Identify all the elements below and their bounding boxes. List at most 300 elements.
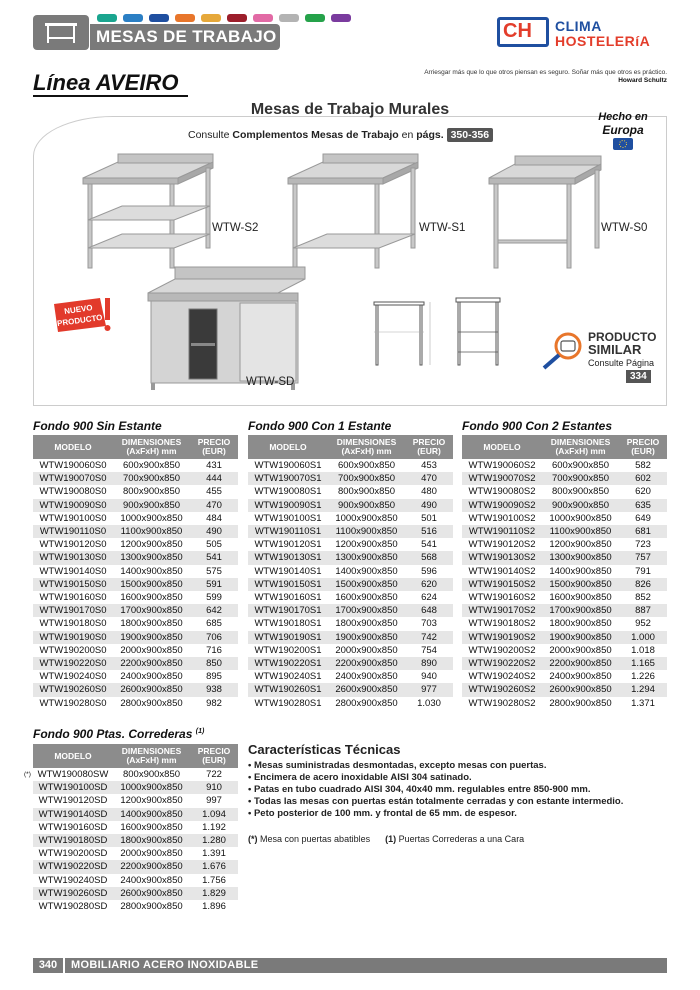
- cell-model: WTW190170S0: [33, 604, 113, 617]
- table-wtw-sd-image: [145, 263, 310, 393]
- cell-model: WTW190140S2: [468, 565, 536, 577]
- cell-model: WTW190130S0: [33, 551, 113, 564]
- table-row: [33, 900, 238, 913]
- cell-dimensions: 2600x900x850: [113, 887, 190, 900]
- cell-dimensions: 2000x900x850: [335, 644, 398, 656]
- cell-price: 938: [190, 683, 238, 696]
- table-row: [33, 768, 238, 781]
- cell-model: WTW190110S2: [462, 525, 542, 538]
- table-row: [462, 485, 667, 498]
- cell-dimensions: 1000x900x850: [335, 512, 398, 524]
- cell-model: WTW190080S2: [468, 486, 536, 498]
- cell-model: WTW190060S2: [468, 460, 536, 471]
- cell-dimensions: 2200x900x850: [113, 657, 190, 670]
- cell-dimensions: 1400x900x850: [549, 565, 612, 577]
- consulte-pages-badge: 350-356: [447, 128, 494, 142]
- table-row: [248, 604, 453, 617]
- cell-price: 516: [405, 525, 453, 538]
- cell-dimensions: 1500x900x850: [113, 578, 190, 591]
- cell-dimensions: 2200x900x850: [328, 657, 405, 670]
- cell-price: 470: [190, 499, 238, 512]
- hecho-line1: Hecho en: [598, 111, 648, 123]
- cell-dimensions: 2000x900x850: [120, 848, 183, 860]
- cell-price: 599: [206, 592, 222, 604]
- cell-price: 1.280: [190, 834, 238, 847]
- producto-similar-badge: [540, 330, 670, 390]
- table-row: [462, 644, 667, 657]
- cell-price: 852: [635, 592, 651, 604]
- table-1-estante: [248, 435, 453, 710]
- cell-model: WTW190070S0: [33, 472, 113, 485]
- table-row: [33, 472, 238, 485]
- footnotes: [248, 834, 524, 844]
- table-row: [33, 631, 238, 644]
- cell-dimensions: 1100x900x850: [328, 525, 405, 538]
- table-row: [248, 617, 453, 630]
- cell-model: WTW190110S0: [33, 525, 113, 538]
- cell-model: WTW190240SD: [38, 874, 108, 886]
- cell-dimensions: 600x900x850: [122, 460, 181, 471]
- table-row: [248, 683, 453, 696]
- col-modelo: MODELO: [33, 744, 113, 768]
- cell-dimensions: 800x900x850: [122, 486, 181, 498]
- cell-price: 620: [635, 486, 651, 498]
- cell-model: WTW190060S1: [254, 460, 322, 471]
- category-swatch: [227, 14, 247, 22]
- cell-dimensions: 1200x900x850: [120, 539, 183, 551]
- cell-price: 541: [421, 539, 437, 551]
- cell-price: 1.192: [202, 821, 226, 833]
- cell-model: WTW190080S0: [39, 486, 107, 498]
- table-row: [33, 485, 238, 498]
- cell-model: WTW190200S2: [468, 644, 536, 656]
- table-row: [462, 670, 667, 683]
- cell-dimensions: 1500x900x850: [542, 578, 619, 591]
- cell-price: 1.226: [631, 671, 655, 683]
- note1-text: Mesa con puertas abatibles: [260, 834, 371, 844]
- table-row: [33, 794, 238, 807]
- cell-model: WTW190060S0: [39, 460, 107, 471]
- cell-price: 431: [206, 460, 222, 471]
- cell-dimensions: 900x900x850: [328, 499, 405, 512]
- quote: Arriesgar más que lo que otros piensan es seguro. Soñar más que otros es práctico.: [424, 69, 667, 76]
- cell-dimensions: 2800x900x850: [549, 697, 612, 709]
- cell-model: WTW190180SD: [33, 834, 113, 847]
- table-row: [248, 697, 453, 710]
- note2-text: Puertas Correderas a una Cara: [398, 834, 525, 844]
- cell-dimensions: 800x900x850: [122, 769, 181, 780]
- table-row: [462, 538, 667, 551]
- table-row: [33, 821, 238, 834]
- cell-model: WTW190190S1: [248, 631, 328, 644]
- logo-text-clima: CLIMA: [555, 18, 602, 34]
- category-swatch: [201, 14, 221, 22]
- category-swatches: [97, 14, 351, 22]
- cell-price: 791: [635, 565, 651, 577]
- cell-model: WTW190190S2: [462, 631, 542, 644]
- cell-dimensions: 2400x900x850: [335, 671, 398, 683]
- cell-dimensions: 1400x900x850: [120, 565, 183, 577]
- table-row: [462, 697, 667, 710]
- cell-model: WTW190140SD: [33, 808, 113, 821]
- cell-price: 685: [206, 618, 222, 630]
- cell-model: WTW190100S2: [468, 512, 536, 524]
- logo-text-hosteleria: HOSTELERíA: [555, 33, 651, 49]
- cell-model: WTW190130S1: [248, 551, 328, 564]
- consulte-bold: Complementos Mesas de Trabajo: [232, 129, 399, 141]
- cell-model: WTW190110S1: [248, 525, 328, 538]
- cell-price: 1.371: [631, 697, 655, 709]
- category-swatch: [175, 14, 195, 22]
- cell-price: 1.000: [619, 631, 667, 644]
- table-row: [33, 860, 238, 873]
- cell-model: WTW190220S1: [248, 657, 328, 670]
- cell-price: 1.896: [202, 901, 226, 913]
- cell-price: 982: [206, 697, 222, 709]
- col-precio: PRECIO (EUR): [190, 744, 238, 768]
- cell-price: 582: [635, 460, 651, 471]
- col-precio: PRECIO (EUR): [190, 435, 238, 459]
- cell-dimensions: 600x900x850: [551, 460, 610, 471]
- cell-dimensions: 1900x900x850: [542, 631, 619, 644]
- cell-model: WTW190260S1: [248, 683, 328, 696]
- table-sin-estante-title: Fondo 900 Sin Estante: [33, 419, 162, 433]
- cell-price: 591: [190, 578, 238, 591]
- technical-drawing-side: [450, 292, 520, 372]
- cell-model: WTW190280S0: [39, 697, 107, 709]
- cell-price: 1.756: [202, 874, 226, 886]
- cell-price: 757: [619, 551, 667, 564]
- table-row: [33, 697, 238, 710]
- table-row: [248, 499, 453, 512]
- cell-price: 470: [405, 472, 453, 485]
- cell-model: WTW190120S2: [468, 539, 536, 551]
- cell-price: 635: [619, 499, 667, 512]
- table-row: [33, 551, 238, 564]
- cell-price: 505: [206, 539, 222, 551]
- cell-dimensions: 1300x900x850: [113, 551, 190, 564]
- cell-model: WTW190120SD: [38, 795, 108, 807]
- category-swatch: [331, 14, 351, 22]
- cell-model: WTW190180S2: [468, 618, 536, 630]
- cell-dimensions: 1000x900x850: [549, 512, 612, 524]
- feature-item: • Encimera de acero inoxidable AISI 304 satinado.: [248, 772, 472, 783]
- cell-dimensions: 700x900x850: [542, 472, 619, 485]
- cell-model: WTW190120S0: [39, 539, 107, 551]
- cell-price: 742: [405, 631, 453, 644]
- cell-dimensions: 1700x900x850: [328, 604, 405, 617]
- consulte-pags-label: págs.: [416, 129, 444, 141]
- table-row: [248, 631, 453, 644]
- note2-mark: (1): [385, 834, 397, 844]
- table-row: [33, 644, 238, 657]
- table-row: [33, 459, 238, 472]
- table-row: [462, 631, 667, 644]
- category-swatch: [253, 14, 273, 22]
- cell-price: 444: [190, 472, 238, 485]
- cell-price: 602: [619, 472, 667, 485]
- table-row: [33, 834, 238, 847]
- table-row: [33, 538, 238, 551]
- table-row: [248, 591, 453, 604]
- category-swatch: [279, 14, 299, 22]
- cell-price: 455: [206, 486, 222, 498]
- table-row: [33, 657, 238, 670]
- cell-model: WTW190260SD: [33, 887, 113, 900]
- similar-line1: PRODUCTO: [588, 330, 657, 344]
- table-row: [462, 657, 667, 670]
- cell-model: WTW190090S1: [248, 499, 328, 512]
- cell-dimensions: 1100x900x850: [113, 525, 190, 538]
- category-table-icon: [33, 15, 89, 50]
- table-row: [33, 512, 238, 525]
- nuevo-line1: NUEVO: [63, 303, 94, 316]
- cell-dimensions: 1800x900x850: [335, 618, 398, 630]
- cell-price: 490: [405, 499, 453, 512]
- table-row: [462, 591, 667, 604]
- magnifier-icon: [540, 330, 586, 370]
- category-swatch: [123, 14, 143, 22]
- table-row: [462, 459, 667, 472]
- feature-item: • Mesas suministradas desmontadas, excepto mesas con puertas.: [248, 760, 547, 771]
- cell-price: 1.094: [190, 808, 238, 821]
- cell-model: WTW190140S1: [254, 565, 322, 577]
- table-row: [248, 657, 453, 670]
- cell-dimensions: 1800x900x850: [549, 618, 612, 630]
- cell-dimensions: 2800x900x850: [335, 697, 398, 709]
- cell-model: WTW190070S1: [248, 472, 328, 485]
- cell-model: WTW190150S0: [33, 578, 113, 591]
- cell-dimensions: 2400x900x850: [120, 671, 183, 683]
- cell-price: 1.676: [190, 860, 238, 873]
- cell-model: WTW190140S0: [39, 565, 107, 577]
- cell-dimensions: 2000x900x850: [120, 644, 183, 656]
- note1-mark: (*): [248, 834, 258, 844]
- cell-dimensions: 2400x900x850: [120, 874, 183, 886]
- cell-price: 977: [405, 683, 453, 696]
- category-swatch: [149, 14, 169, 22]
- cell-model: WTW190080SW (*): [24, 769, 109, 780]
- cell-dimensions: 1900x900x850: [328, 631, 405, 644]
- table-row: [462, 472, 667, 485]
- cell-dimensions: 1400x900x850: [335, 565, 398, 577]
- cell-price: 1.829: [190, 887, 238, 900]
- col-precio: PRECIO (EUR): [405, 435, 453, 459]
- cell-dimensions: 1800x900x850: [113, 834, 190, 847]
- features-list: [248, 760, 623, 820]
- cell-dimensions: 1600x900x850: [549, 592, 612, 604]
- col-dimensiones: DIMENSIONES (AxFxH) mm: [328, 435, 405, 459]
- col-modelo: MODELO: [248, 435, 328, 459]
- table-row: [248, 578, 453, 591]
- col-dimensiones: DIMENSIONES (AxFxH) mm: [542, 435, 619, 459]
- cell-dimensions: 1200x900x850: [120, 795, 183, 807]
- cell-dimensions: 1600x900x850: [120, 821, 183, 833]
- cell-price: 575: [206, 565, 222, 577]
- cell-model: WTW190280S1: [254, 697, 322, 709]
- category-swatch: [305, 14, 325, 22]
- table-wtw-s0-image: [485, 150, 605, 275]
- cell-model: WTW190100S0: [39, 512, 107, 524]
- hecho-line2: Europa: [602, 123, 644, 137]
- table-row: [248, 670, 453, 683]
- table-row: [462, 578, 667, 591]
- table-wtw-s2-image: [78, 150, 218, 275]
- cell-price: 890: [405, 657, 453, 670]
- table-row: [462, 525, 667, 538]
- table-row: [248, 525, 453, 538]
- cell-dimensions: 1200x900x850: [549, 539, 612, 551]
- cell-model: WTW190130S2: [462, 551, 542, 564]
- cell-price: 624: [421, 592, 437, 604]
- label-wtw-sd: WTW-SD: [246, 376, 295, 388]
- cell-dimensions: 800x900x850: [337, 486, 396, 498]
- cell-price: 453: [421, 460, 437, 471]
- logo-mark: [497, 17, 549, 47]
- cell-price: 620: [405, 578, 453, 591]
- cell-dimensions: 2800x900x850: [120, 697, 183, 709]
- table-row: [462, 604, 667, 617]
- cell-dimensions: 1100x900x850: [542, 525, 619, 538]
- table-row: [248, 644, 453, 657]
- cell-model: WTW190150S2: [462, 578, 542, 591]
- cell-dimensions: 1600x900x850: [335, 592, 398, 604]
- table-2-estantes-title: Fondo 900 Con 2 Estantes: [462, 419, 613, 433]
- table-row: [33, 565, 238, 578]
- cell-model: WTW190160SD: [38, 821, 108, 833]
- table-correderas-title: Fondo 900 Ptas. Correderas $^{(1)}$: [33, 727, 205, 741]
- table-row: [462, 512, 667, 525]
- cell-model: WTW190280SD: [38, 901, 108, 913]
- table-row: [33, 847, 238, 860]
- cell-dimensions: 700x900x850: [113, 472, 190, 485]
- cell-dimensions: 600x900x850: [337, 460, 396, 471]
- table-row: [33, 670, 238, 683]
- cell-dimensions: 1700x900x850: [542, 604, 619, 617]
- table-row: [33, 578, 238, 591]
- feature-item: • Todas las mesas con puertas están totalmente cerradas y con estante intermedio.: [248, 796, 624, 807]
- cell-price: 649: [635, 512, 651, 524]
- cell-model: WTW190280S2: [468, 697, 536, 709]
- table-row: [33, 525, 238, 538]
- cell-price: 895: [206, 671, 222, 683]
- table-wtw-s1-image: [283, 150, 423, 275]
- label-wtw-s2: WTW-S2: [212, 222, 259, 234]
- cell-dimensions: 2600x900x850: [328, 683, 405, 696]
- consulte-line: [188, 128, 493, 142]
- cell-dimensions: 1400x900x850: [113, 808, 190, 821]
- cell-price: 850: [190, 657, 238, 670]
- cell-price: 596: [421, 565, 437, 577]
- cell-model: WTW190200S1: [254, 644, 322, 656]
- nuevo-line2: PRODUCTO: [56, 312, 104, 329]
- cell-price: 910: [190, 781, 238, 794]
- cell-dimensions: 2600x900x850: [113, 683, 190, 696]
- cell-price: 1.391: [202, 848, 226, 860]
- col-modelo: MODELO: [33, 435, 113, 459]
- consulte-prefix: Consulte: [188, 129, 230, 141]
- cell-model: WTW190120S1: [254, 539, 322, 551]
- feature-item: • Patas en tubo cuadrado AISI 304, 40x40 mm. regulables entre 850-900 mm.: [248, 784, 591, 795]
- cell-dimensions: 1000x900x850: [113, 781, 190, 794]
- cell-price: 706: [190, 631, 238, 644]
- cell-price: 1.018: [631, 644, 655, 656]
- features-title: Características Técnicas: [248, 742, 401, 757]
- cell-price: 754: [421, 644, 437, 656]
- cell-dimensions: 2400x900x850: [549, 671, 612, 683]
- cell-model: WTW190070S2: [462, 472, 542, 485]
- cell-dimensions: 2200x900x850: [542, 657, 619, 670]
- cell-dimensions: 2000x900x850: [549, 644, 612, 656]
- cell-model: WTW190180S0: [39, 618, 107, 630]
- cell-dimensions: 1600x900x850: [120, 592, 183, 604]
- consulte-mid: en: [401, 129, 414, 141]
- table-row: [462, 551, 667, 564]
- cell-price: 703: [421, 618, 437, 630]
- cell-model: WTW190200SD: [38, 848, 108, 860]
- cell-price: 826: [619, 578, 667, 591]
- cell-model: WTW190190S0: [33, 631, 113, 644]
- label-wtw-s0: WTW-S0: [601, 222, 648, 234]
- cell-model: WTW190200S0: [39, 644, 107, 656]
- cell-price: 1.294: [619, 683, 667, 696]
- cell-dimensions: 700x900x850: [328, 472, 405, 485]
- table-row: [33, 683, 238, 696]
- nuevo-producto-badge: [52, 296, 114, 336]
- similar-line2: SIMILAR: [588, 342, 642, 357]
- cell-price: 490: [190, 525, 238, 538]
- cell-price: 480: [421, 486, 437, 498]
- cell-model: WTW190160S1: [254, 592, 322, 604]
- table-row: [462, 499, 667, 512]
- cell-dimensions: 2200x900x850: [113, 860, 190, 873]
- cell-model: WTW190260S2: [462, 683, 542, 696]
- cell-model: WTW190220SD: [33, 860, 113, 873]
- row-footnote-mark: (*): [24, 771, 31, 778]
- hecho-en-europa-badge: [597, 108, 649, 152]
- section-title: MESAS DE TRABAJO: [96, 27, 277, 46]
- cell-model: WTW190240S0: [39, 671, 107, 683]
- cell-model: WTW190090S0: [33, 499, 113, 512]
- cell-price: 541: [190, 551, 238, 564]
- cell-dimensions: 900x900x850: [542, 499, 619, 512]
- cell-price: 1.030: [417, 697, 441, 709]
- cell-model: WTW190240S1: [254, 671, 322, 683]
- table-row: [248, 538, 453, 551]
- cell-dimensions: 2800x900x850: [120, 901, 183, 913]
- cell-price: 681: [619, 525, 667, 538]
- table-row: [462, 617, 667, 630]
- cell-model: WTW190150S1: [248, 578, 328, 591]
- table-1-estante-title: Fondo 900 Con 1 Estante: [248, 419, 392, 433]
- cell-price: 940: [421, 671, 437, 683]
- cell-price: 501: [421, 512, 437, 524]
- cell-dimensions: 1800x900x850: [120, 618, 183, 630]
- cell-price: 568: [405, 551, 453, 564]
- cell-model: WTW190160S2: [468, 592, 536, 604]
- cell-model: WTW190220S2: [462, 657, 542, 670]
- cell-price: 722: [206, 769, 222, 780]
- table-row: [248, 472, 453, 485]
- cell-dimensions: 1000x900x850: [120, 512, 183, 524]
- page-number: 340: [33, 958, 63, 973]
- line-title-underline: [33, 95, 188, 97]
- cell-dimensions: 800x900x850: [551, 486, 610, 498]
- quote-author: Howard Schultz: [618, 77, 667, 84]
- table-row: [33, 874, 238, 887]
- table-row: [248, 485, 453, 498]
- cell-dimensions: 1300x900x850: [328, 551, 405, 564]
